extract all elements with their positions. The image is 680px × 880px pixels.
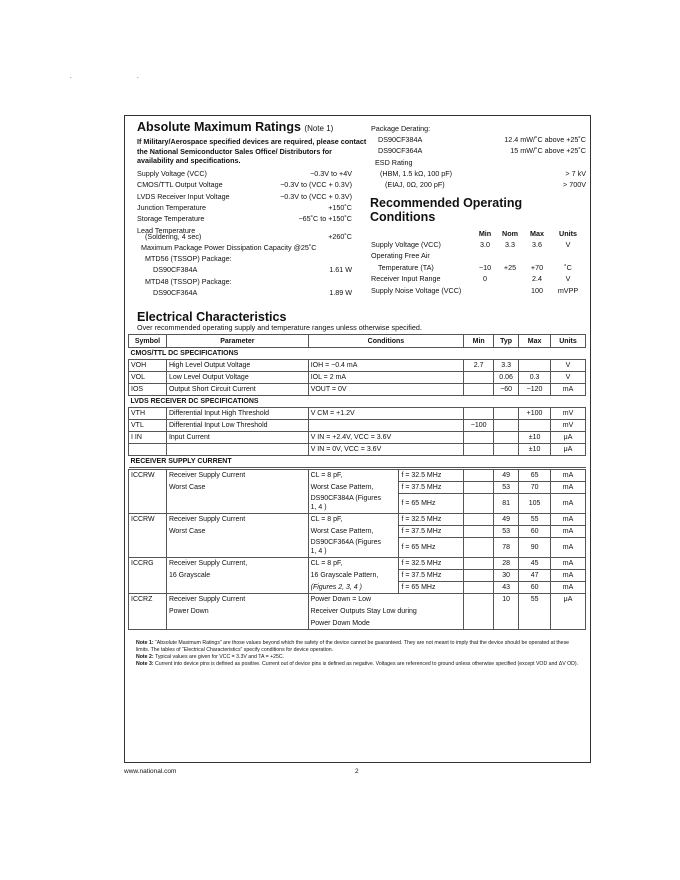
cell: 28 bbox=[494, 558, 519, 570]
table-row bbox=[129, 444, 586, 456]
cell: 55 bbox=[519, 594, 551, 606]
cell bbox=[464, 408, 494, 420]
ec-subtitle: Over recommended operating supply and temperature ranges unless otherwise specified. bbox=[137, 323, 422, 332]
abs-max-label: LVDS Receiver Input Voltage bbox=[137, 191, 230, 201]
cell: 43 bbox=[494, 582, 519, 594]
cell: f = 65 MHz bbox=[399, 494, 464, 514]
cell: Differential Input High Threshold bbox=[166, 408, 308, 420]
roc-col-header: Max bbox=[530, 229, 544, 238]
cell: mA bbox=[551, 384, 586, 396]
roc-label: Operating Free Air bbox=[371, 251, 430, 261]
cell: mA bbox=[551, 482, 586, 494]
roc-value: 3.6 bbox=[532, 240, 542, 249]
table-row bbox=[129, 594, 586, 606]
cell: (Figures 2, 3, 4 ) bbox=[308, 582, 399, 594]
cell: Receiver Outputs Stay Low during bbox=[308, 606, 464, 618]
note-1: Note 1: “Absolute Maximum Ratings” are those values beyond which the safety of the device cannot be guaranteed. They are not meant to imply that the device should be operated at these limits. The tables of “Electrical Characteristics” specify conditions for device operation. bbox=[136, 640, 570, 653]
cell: mA bbox=[551, 558, 586, 570]
roc-value: 3.3 bbox=[505, 240, 515, 249]
cell: 60 bbox=[519, 582, 551, 594]
cell: Receiver Supply Current, bbox=[166, 558, 308, 570]
cell: Power Down = Low bbox=[308, 594, 464, 606]
roc-value: −10 bbox=[478, 262, 492, 272]
table-row bbox=[129, 570, 586, 582]
cell: 49 bbox=[494, 470, 519, 482]
cell: f = 32.5 MHz bbox=[399, 514, 464, 526]
cell: 45 bbox=[519, 558, 551, 570]
col-conditions: Conditions bbox=[308, 335, 464, 348]
cell: CL = 8 pF, bbox=[308, 558, 399, 570]
cell bbox=[464, 570, 494, 582]
cell bbox=[494, 444, 519, 456]
page-number: 2 bbox=[355, 768, 359, 775]
cell bbox=[129, 444, 167, 456]
roc-title: Recommended Operating Conditions bbox=[370, 196, 523, 224]
cell bbox=[129, 570, 167, 582]
cell: 0.06 bbox=[494, 372, 519, 384]
abs-max-label: Storage Temperature bbox=[137, 214, 205, 224]
roc-label: Receiver Input Range bbox=[371, 274, 441, 284]
table-row bbox=[129, 582, 586, 594]
cell: ICCRW bbox=[129, 470, 167, 482]
cell bbox=[129, 606, 167, 618]
cell: f = 65 MHz bbox=[399, 582, 464, 594]
stray-mark: . bbox=[70, 74, 72, 80]
cell: V CM = +1.2V bbox=[308, 408, 464, 420]
roc-value: +25 bbox=[503, 262, 517, 272]
cell bbox=[166, 618, 308, 630]
cell bbox=[129, 482, 167, 494]
cell bbox=[464, 514, 494, 526]
derating-label: DS90CF384A bbox=[378, 135, 423, 144]
cell: VTL bbox=[129, 420, 167, 432]
roc-col-header: Min bbox=[478, 229, 492, 238]
note-2: Note 2: Typical values are given for VCC = 3.3V and TA = +25C. bbox=[136, 654, 285, 660]
cell: Power Down Mode bbox=[308, 618, 464, 630]
cell: ±10 bbox=[519, 444, 551, 456]
cell bbox=[166, 444, 308, 456]
derating-value: > 700V bbox=[563, 180, 586, 190]
ec-table bbox=[128, 334, 586, 468]
cell: f = 37.5 MHz bbox=[399, 526, 464, 538]
cell: 105 bbox=[519, 494, 551, 514]
cell bbox=[166, 582, 308, 594]
abs-max-intro: If Military/Aerospace specified devices are required, please contact the National Semiconductor Sales Office/ Distributors for availability and specifications. bbox=[137, 137, 367, 165]
cell bbox=[129, 582, 167, 594]
roc-value: 2.4 bbox=[532, 274, 542, 284]
cell: Receiver Supply Current bbox=[166, 514, 308, 526]
cell: V bbox=[551, 372, 586, 384]
cell: Receiver Supply Current bbox=[166, 594, 308, 606]
cell: VTH bbox=[129, 408, 167, 420]
cell: 30 bbox=[494, 570, 519, 582]
cell: −60 bbox=[494, 384, 519, 396]
cell: IOH = −0.4 mA bbox=[308, 360, 464, 372]
cell: V IN = +2.4V, VCC = 3.6V bbox=[308, 432, 464, 444]
abs-max-value: 1.61 W bbox=[329, 265, 352, 275]
abs-max-label: MTD48 (TSSOP) Package: bbox=[145, 276, 232, 286]
roc-value: 3.0 bbox=[480, 240, 490, 249]
cell: mV bbox=[551, 408, 586, 420]
abs-max-label: DS90CF384A bbox=[153, 265, 198, 275]
table-row bbox=[129, 482, 586, 494]
col-symbol: Symbol bbox=[129, 335, 167, 348]
cell: 2.7 bbox=[464, 360, 494, 372]
cell: CL = 8 pF, bbox=[308, 470, 399, 482]
cell bbox=[464, 558, 494, 570]
cell: f = 32.5 MHz bbox=[399, 470, 464, 482]
cell: 0.3 bbox=[519, 372, 551, 384]
roc-label: Supply Voltage (VCC) bbox=[371, 240, 441, 249]
roc-value: +70 bbox=[530, 262, 544, 272]
derating-title: Package Derating: bbox=[371, 124, 431, 133]
cell: V IN = 0V, VCC = 3.6V bbox=[308, 444, 464, 456]
cell bbox=[308, 494, 399, 514]
cell bbox=[494, 606, 519, 618]
col-min: Min bbox=[464, 335, 494, 348]
cell: mA bbox=[551, 538, 586, 558]
cell: Worst Case bbox=[166, 526, 308, 538]
cell bbox=[129, 526, 167, 538]
cell: mA bbox=[551, 570, 586, 582]
derating-value: 15 mW/˚C above +25˚C bbox=[510, 146, 586, 156]
table-row bbox=[129, 494, 586, 514]
roc-col-header: Nom bbox=[502, 229, 518, 238]
note-3: Note 3: Current into device pins is defined as positive. Current out of device pins is defined as negative. Voltages are referenced to ground unless otherwise specified (except VOD and ΔV OD). bbox=[136, 661, 579, 667]
cell: mA bbox=[551, 514, 586, 526]
abs-max-value: −0.3V to (VCC + 0.3V) bbox=[280, 191, 352, 201]
col-typ: Typ bbox=[494, 335, 519, 348]
cell bbox=[494, 432, 519, 444]
cell bbox=[464, 432, 494, 444]
cell bbox=[464, 594, 494, 606]
cell: μA bbox=[551, 594, 586, 606]
cell: Worst Case Pattern, bbox=[308, 482, 399, 494]
cell: ICCRW bbox=[129, 514, 167, 526]
cell: ICCRG bbox=[129, 558, 167, 570]
cell: 60 bbox=[519, 526, 551, 538]
cell: μA bbox=[551, 444, 586, 456]
abs-max-label: Supply Voltage (VCC) bbox=[137, 169, 207, 178]
roc-label: Supply Noise Voltage (VCC) bbox=[371, 285, 462, 295]
cell bbox=[494, 618, 519, 630]
abs-max-value: −0.3V to +4V bbox=[310, 169, 352, 178]
cell: High Level Output Voltage bbox=[166, 360, 308, 372]
table-row bbox=[129, 470, 586, 482]
section-cmos: CMOS/TTL DC SPECIFICATIONS bbox=[129, 348, 586, 360]
cell: 47 bbox=[519, 570, 551, 582]
cell: f = 32.5 MHz bbox=[399, 558, 464, 570]
derating-value: > 7 kV bbox=[565, 168, 586, 178]
cell: Receiver Supply Current bbox=[166, 470, 308, 482]
table-row bbox=[129, 360, 586, 372]
cell bbox=[464, 538, 494, 558]
table-row bbox=[129, 384, 586, 396]
cell: Low Level Output Voltage bbox=[166, 372, 308, 384]
cell bbox=[519, 420, 551, 432]
ec-header-row bbox=[129, 335, 586, 348]
cell: mA bbox=[551, 526, 586, 538]
cell bbox=[129, 618, 167, 630]
cell bbox=[464, 526, 494, 538]
cell: ±10 bbox=[519, 432, 551, 444]
abs-max-value: −0.3V to (VCC + 0.3V) bbox=[280, 180, 352, 190]
cell: 55 bbox=[519, 514, 551, 526]
cell: Output Short Circuit Current bbox=[166, 384, 308, 396]
cell: 49 bbox=[494, 514, 519, 526]
cell bbox=[464, 384, 494, 396]
abs-max-value: +150˚C bbox=[328, 202, 352, 212]
cell: ICCRZ bbox=[129, 594, 167, 606]
table-row bbox=[129, 558, 586, 570]
table-row bbox=[129, 538, 586, 558]
cell bbox=[166, 538, 308, 558]
cell: V bbox=[551, 360, 586, 372]
stray-mark: . bbox=[137, 74, 139, 80]
cell bbox=[129, 494, 167, 514]
cell: −100 bbox=[464, 420, 494, 432]
cell bbox=[308, 420, 464, 432]
cell bbox=[464, 582, 494, 594]
abs-max-label: Maximum Package Power Dissipation Capacity @25˚C bbox=[141, 242, 317, 252]
table-row bbox=[129, 420, 586, 432]
cell: IOL = 2 mA bbox=[308, 372, 464, 384]
section-lvds: LVDS RECEIVER DC SPECIFICATIONS bbox=[129, 396, 586, 408]
roc-col-header: Units bbox=[559, 229, 577, 238]
cell: 78 bbox=[494, 538, 519, 558]
cell: 10 bbox=[494, 594, 519, 606]
cell: 70 bbox=[519, 482, 551, 494]
abs-max-title: Absolute Maximum Ratings (Note 1) bbox=[137, 120, 334, 134]
cell bbox=[129, 538, 167, 558]
cell: Input Current bbox=[166, 432, 308, 444]
abs-max-value: 1.89 W bbox=[329, 288, 352, 297]
section-supply: RECEIVER SUPPLY CURRENT bbox=[129, 456, 586, 468]
roc-value: mVPP bbox=[557, 285, 579, 295]
col-max: Max bbox=[519, 335, 551, 348]
roc-value: V bbox=[565, 240, 571, 249]
cond-text: 1, 4 ) bbox=[310, 504, 327, 512]
table-row bbox=[129, 618, 586, 630]
cell bbox=[464, 444, 494, 456]
col-parameter: Parameter bbox=[166, 335, 308, 348]
cond-text: 1, 4 ) bbox=[310, 548, 327, 556]
cell: 81 bbox=[494, 494, 519, 514]
table-row bbox=[129, 526, 586, 538]
cell: f = 65 MHz bbox=[399, 538, 464, 558]
cell bbox=[494, 408, 519, 420]
cell bbox=[464, 372, 494, 384]
cell: mA bbox=[551, 470, 586, 482]
cell bbox=[519, 360, 551, 372]
roc-value: ˚C bbox=[564, 262, 572, 272]
roc-value: 100 bbox=[531, 285, 543, 295]
cell bbox=[551, 618, 586, 630]
cell bbox=[308, 538, 399, 558]
cell: f = 37.5 MHz bbox=[399, 570, 464, 582]
footer-site: www.national.com bbox=[124, 768, 177, 775]
notes bbox=[136, 640, 582, 668]
cell: Worst Case Pattern, bbox=[308, 526, 399, 538]
cell: 53 bbox=[494, 526, 519, 538]
cell: 53 bbox=[494, 482, 519, 494]
cell: mV bbox=[551, 420, 586, 432]
cell bbox=[464, 606, 494, 618]
ec-title: Electrical Characteristics bbox=[137, 310, 287, 324]
abs-max-label: CMOS/TTL Output Voltage bbox=[137, 180, 223, 190]
cell: 90 bbox=[519, 538, 551, 558]
abs-max-label: (Soldering, 4 sec) bbox=[145, 231, 202, 241]
cell: VOUT = 0V bbox=[308, 384, 464, 396]
table-row bbox=[129, 408, 586, 420]
col-units: Units bbox=[551, 335, 586, 348]
cell bbox=[464, 494, 494, 514]
cell: mA bbox=[551, 494, 586, 514]
abs-max-value: +260˚C bbox=[328, 231, 352, 241]
cell bbox=[464, 482, 494, 494]
derating-label: DS90CF364A bbox=[378, 146, 423, 156]
cell bbox=[519, 618, 551, 630]
table-row bbox=[129, 514, 586, 526]
cell: 3.3 bbox=[494, 360, 519, 372]
cell: CL = 8 pF, bbox=[308, 514, 399, 526]
cell bbox=[166, 494, 308, 514]
cell: μA bbox=[551, 432, 586, 444]
cell: +100 bbox=[519, 408, 551, 420]
cell bbox=[551, 606, 586, 618]
cell: Power Down bbox=[166, 606, 308, 618]
derating-value: 12.4 mW/˚C above +25˚C bbox=[504, 135, 586, 144]
cell: f = 37.5 MHz bbox=[399, 482, 464, 494]
table-row bbox=[129, 372, 586, 384]
roc-value: 0 bbox=[483, 274, 487, 284]
roc-value: V bbox=[565, 274, 571, 284]
cell: VOL bbox=[129, 372, 167, 384]
cond-text: DS90CF364A (Figures bbox=[310, 539, 382, 547]
derating-label: ESD Rating bbox=[375, 157, 413, 167]
cell: VOH bbox=[129, 360, 167, 372]
table-row bbox=[129, 606, 586, 618]
abs-max-label: MTD56 (TSSOP) Package: bbox=[145, 254, 232, 264]
roc-label: Temperature (TA) bbox=[378, 262, 434, 272]
cell bbox=[519, 606, 551, 618]
abs-max-label: DS90CF364A bbox=[153, 288, 198, 297]
cell: Differential Input Low Threshold bbox=[166, 420, 308, 432]
supply-table bbox=[128, 469, 586, 630]
abs-max-label: Lead Temperature bbox=[137, 225, 196, 235]
abs-max-label: Junction Temperature bbox=[137, 202, 206, 212]
cell: Worst Case bbox=[166, 482, 308, 494]
cell bbox=[464, 618, 494, 630]
cell bbox=[464, 470, 494, 482]
cell: IOS bbox=[129, 384, 167, 396]
derating-label: (EIAJ, 0Ω, 200 pF) bbox=[385, 180, 445, 190]
table-row bbox=[129, 432, 586, 444]
cell: −120 bbox=[519, 384, 551, 396]
abs-max-value: −65˚C to +150˚C bbox=[298, 214, 352, 224]
cond-text: DS90CF384A (Figures bbox=[310, 495, 382, 503]
cell: I IN bbox=[129, 432, 167, 444]
cell: 65 bbox=[519, 470, 551, 482]
cell: mA bbox=[551, 582, 586, 594]
cell: 16 Grayscale Pattern, bbox=[308, 570, 399, 582]
cell: 16 Grayscale bbox=[166, 570, 308, 582]
derating-label: (HBM, 1.5 kΩ, 100 pF) bbox=[380, 168, 453, 178]
cell bbox=[494, 420, 519, 432]
